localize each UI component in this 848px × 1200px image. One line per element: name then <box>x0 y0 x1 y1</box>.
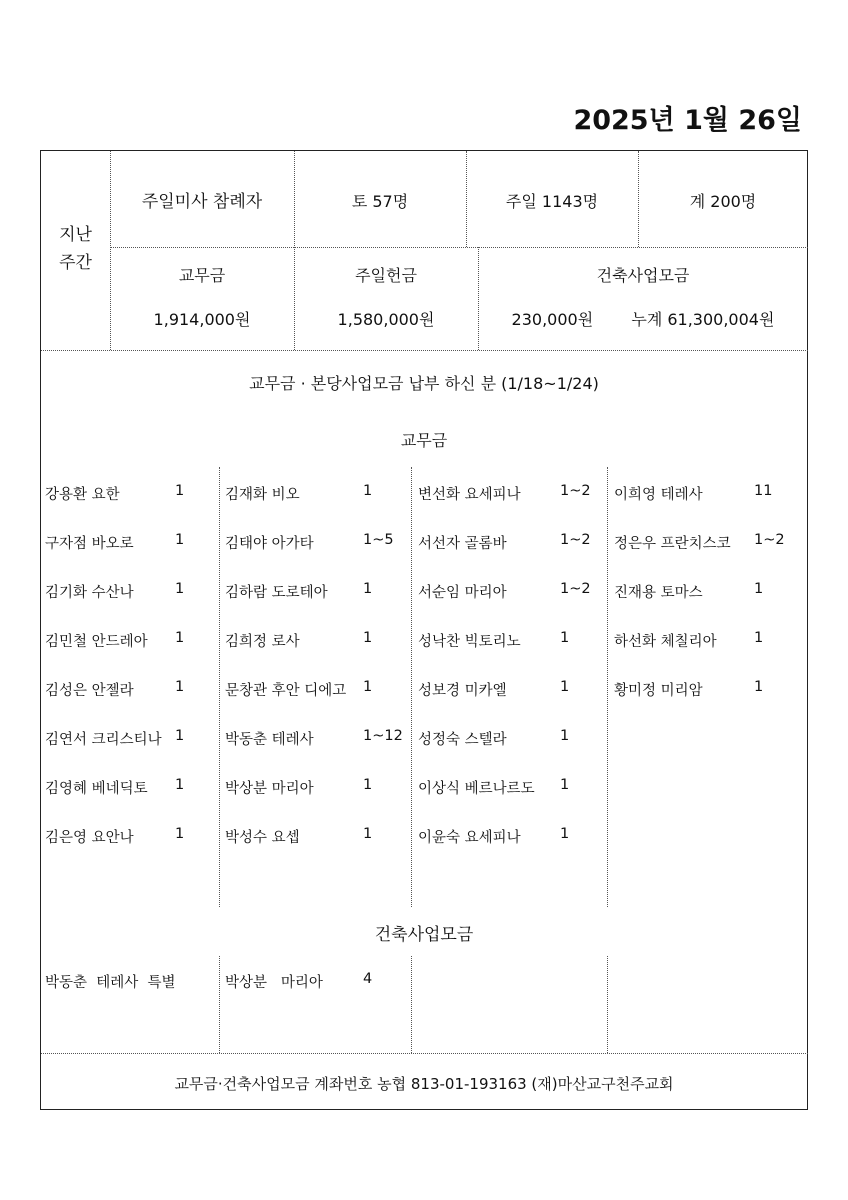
donor-name: 황미정 미리암 <box>614 683 703 699</box>
donor-name: 서선자 골롬바 <box>418 536 507 552</box>
donor-name: 박상분 마리아 <box>225 975 323 991</box>
donor-name: 서순임 마리아 <box>418 585 507 601</box>
divider <box>41 1053 808 1054</box>
donor-name: 박동춘 테레사 특별 <box>45 975 176 991</box>
donor-amount: 1 <box>754 630 764 646</box>
donor-amount: 1 <box>754 679 764 695</box>
donor-name: 박동춘 테레사 <box>225 732 314 748</box>
donor-name: 문창관 후안 디에고 <box>225 683 347 699</box>
donor-amount: 1 <box>175 728 185 744</box>
payment-title: 교무금 · 본당사업모금 납부 하신 분 (1/18~1/24) <box>249 374 599 393</box>
donor-amount: 1 <box>754 581 764 597</box>
column-divider <box>219 467 220 907</box>
donor-amount: 1 <box>363 483 373 499</box>
donor-name: 김민철 안드레아 <box>45 634 148 650</box>
donor-name: 성낙찬 빅토리노 <box>418 634 521 650</box>
kyomu-heading: 교무금 <box>400 431 448 450</box>
last-week-label-line2: 주간 <box>59 253 92 273</box>
donor-amount: 11 <box>754 483 773 499</box>
donor-name: 김영혜 베네딕토 <box>45 781 148 797</box>
donor-name: 변선화 요세피나 <box>418 487 521 503</box>
donor-amount: 1 <box>175 630 185 646</box>
donor-amount: 1 <box>363 777 373 793</box>
column-divider <box>219 956 220 1053</box>
donor-amount: 1 <box>363 826 373 842</box>
donor-amount: 1 <box>560 777 570 793</box>
donor-name: 김하람 도로테아 <box>225 585 328 601</box>
donor-name: 성정숙 스텔라 <box>418 732 507 748</box>
building-fund-value <box>478 307 808 330</box>
donor-amount: 1 <box>560 728 570 744</box>
sunday-offering-label: 주일헌금 <box>355 266 417 285</box>
divider <box>41 350 808 351</box>
bulletin-table <box>40 150 808 1110</box>
donor-amount: 1 <box>560 630 570 646</box>
donor-name: 김희정 로사 <box>225 634 300 650</box>
column-divider <box>607 467 608 907</box>
attendance-saturday: 토 57명 <box>351 192 409 211</box>
donor-name: 박상분 마리아 <box>225 781 314 797</box>
donor-amount: 1 <box>560 679 570 695</box>
column-divider <box>607 956 608 1053</box>
donor-amount: 1~12 <box>363 728 403 744</box>
building-fund-cumulative: 누계 61,300,004원 <box>631 310 775 329</box>
donor-amount: 1~2 <box>560 532 591 548</box>
account-info: 교무금·건축사업모금 계좌번호 농협 813-01-193163 (재)마산교구천주교회 <box>174 1075 674 1093</box>
donor-name: 김성은 안젤라 <box>45 683 134 699</box>
donor-amount: 1 <box>175 483 185 499</box>
donor-name: 김기화 수산나 <box>45 585 134 601</box>
donor-amount: 1 <box>560 826 570 842</box>
attendance-sunday: 주일 1143명 <box>505 192 599 211</box>
donor-amount: 1~2 <box>560 483 591 499</box>
donor-name: 박성수 요셉 <box>225 830 300 846</box>
donor-amount: 1 <box>363 630 373 646</box>
donor-name: 이상식 베르나르도 <box>418 781 535 797</box>
attendance-label: 주일미사 참례자 <box>141 192 263 212</box>
column-divider <box>411 467 412 907</box>
donor-amount: 1~5 <box>363 532 394 548</box>
last-week-label <box>41 221 110 277</box>
donor-amount: 1 <box>175 532 185 548</box>
donor-name: 김재화 비오 <box>225 487 300 503</box>
donor-amount: 1 <box>363 581 373 597</box>
donor-name: 이희영 테레사 <box>614 487 703 503</box>
donor-name: 정은우 프란치스코 <box>614 536 731 552</box>
kyomu-label: 교무금 <box>178 266 226 285</box>
divider <box>110 247 808 248</box>
donor-name: 김태야 아가타 <box>225 536 314 552</box>
building-fund-amount: 230,000원 <box>511 310 594 329</box>
donor-name: 김연서 크리스티나 <box>45 732 162 748</box>
attendance-total: 계 200명 <box>689 192 757 211</box>
last-week-label-line1: 지난 <box>59 225 92 245</box>
building-fund-label: 건축사업모금 <box>596 266 690 285</box>
donor-amount: 1~2 <box>754 532 785 548</box>
donor-amount: 1 <box>363 679 373 695</box>
kyomu-value: 1,914,000원 <box>153 310 251 329</box>
donor-name: 구자점 바오로 <box>45 536 134 552</box>
donor-name: 김은영 요안나 <box>45 830 134 846</box>
donor-amount: 1 <box>175 826 185 842</box>
sunday-offering-value: 1,580,000원 <box>337 310 435 329</box>
building-heading: 건축사업모금 <box>374 925 474 945</box>
donor-amount: 1 <box>175 581 185 597</box>
donor-name: 이윤숙 요세피나 <box>418 830 521 846</box>
donor-name: 진재용 토마스 <box>614 585 703 601</box>
donor-amount: 1 <box>175 777 185 793</box>
donor-amount: 1 <box>175 679 185 695</box>
donor-name: 강용환 요한 <box>45 487 120 503</box>
donor-name: 하선화 체칠리아 <box>614 634 717 650</box>
bulletin-date: 2025년 1월 26일 <box>573 105 802 136</box>
donor-amount: 1~2 <box>560 581 591 597</box>
donor-name: 성보경 미카엘 <box>418 683 507 699</box>
column-divider <box>411 956 412 1053</box>
donor-amount: 4 <box>363 971 373 987</box>
